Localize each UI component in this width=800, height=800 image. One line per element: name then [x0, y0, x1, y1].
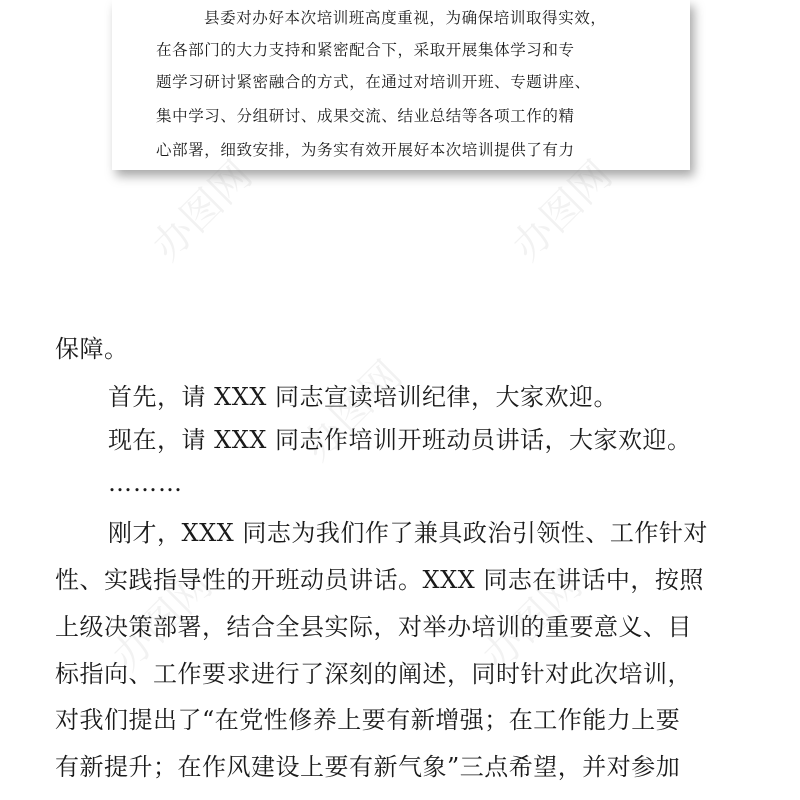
- excerpt-card: [112, 0, 690, 170]
- card-text-line: 心部署，细致安排，为务实有效开展好本次培训提供了有力: [156, 141, 575, 159]
- paragraph-line: 有新提升；在作风建设上要有新气象”三点希望，并对参加: [55, 753, 681, 781]
- paragraph-line: 保障。: [55, 335, 129, 363]
- paragraph-line: 对我们提出了“在党性修养上要有新增强；在工作能力上要: [55, 706, 681, 734]
- watermark: 办图网: [473, 562, 592, 680]
- card-text-line: 集中学习、分组研讨、成果交流、结业总结等各项工作的精: [156, 107, 575, 125]
- paragraph-line: 刚才，XXX 同志为我们作了兼具政治引领性、工作针对: [108, 519, 708, 547]
- watermark: 办图网: [143, 152, 262, 270]
- card-text-line: 县委对办好本次培训班高度重视，为确保培训取得实效，: [204, 9, 607, 27]
- paragraph-line: 现在，请 XXX 同志作培训开班动员讲话，大家欢迎。: [108, 426, 692, 454]
- paragraph-line: 首先，请 XXX 同志宣读培训纪律，大家欢迎。: [108, 383, 619, 411]
- card-text-line: 题学习研讨紧密融合的方式，在通过对培训开班、专题讲座、: [156, 73, 591, 91]
- ellipsis-line: ………: [108, 469, 183, 497]
- watermark: 办图网: [503, 152, 622, 270]
- paragraph-line: 上级决策部署，结合全县实际，对举办培训的重要意义、目: [55, 613, 692, 641]
- paragraph-line: 性、实践指导性的开班动员讲话。XXX 同志在讲话中，按照: [55, 566, 704, 594]
- watermark: 办图网: [293, 352, 412, 470]
- paragraph-line: 标指向、工作要求进行了深刻的阐述，同时针对此次培训，: [55, 660, 692, 688]
- watermark: 办图网: [103, 562, 222, 680]
- card-text-line: 在各部门的大力支持和紧密配合下，采取开展集体学习和专: [156, 41, 575, 59]
